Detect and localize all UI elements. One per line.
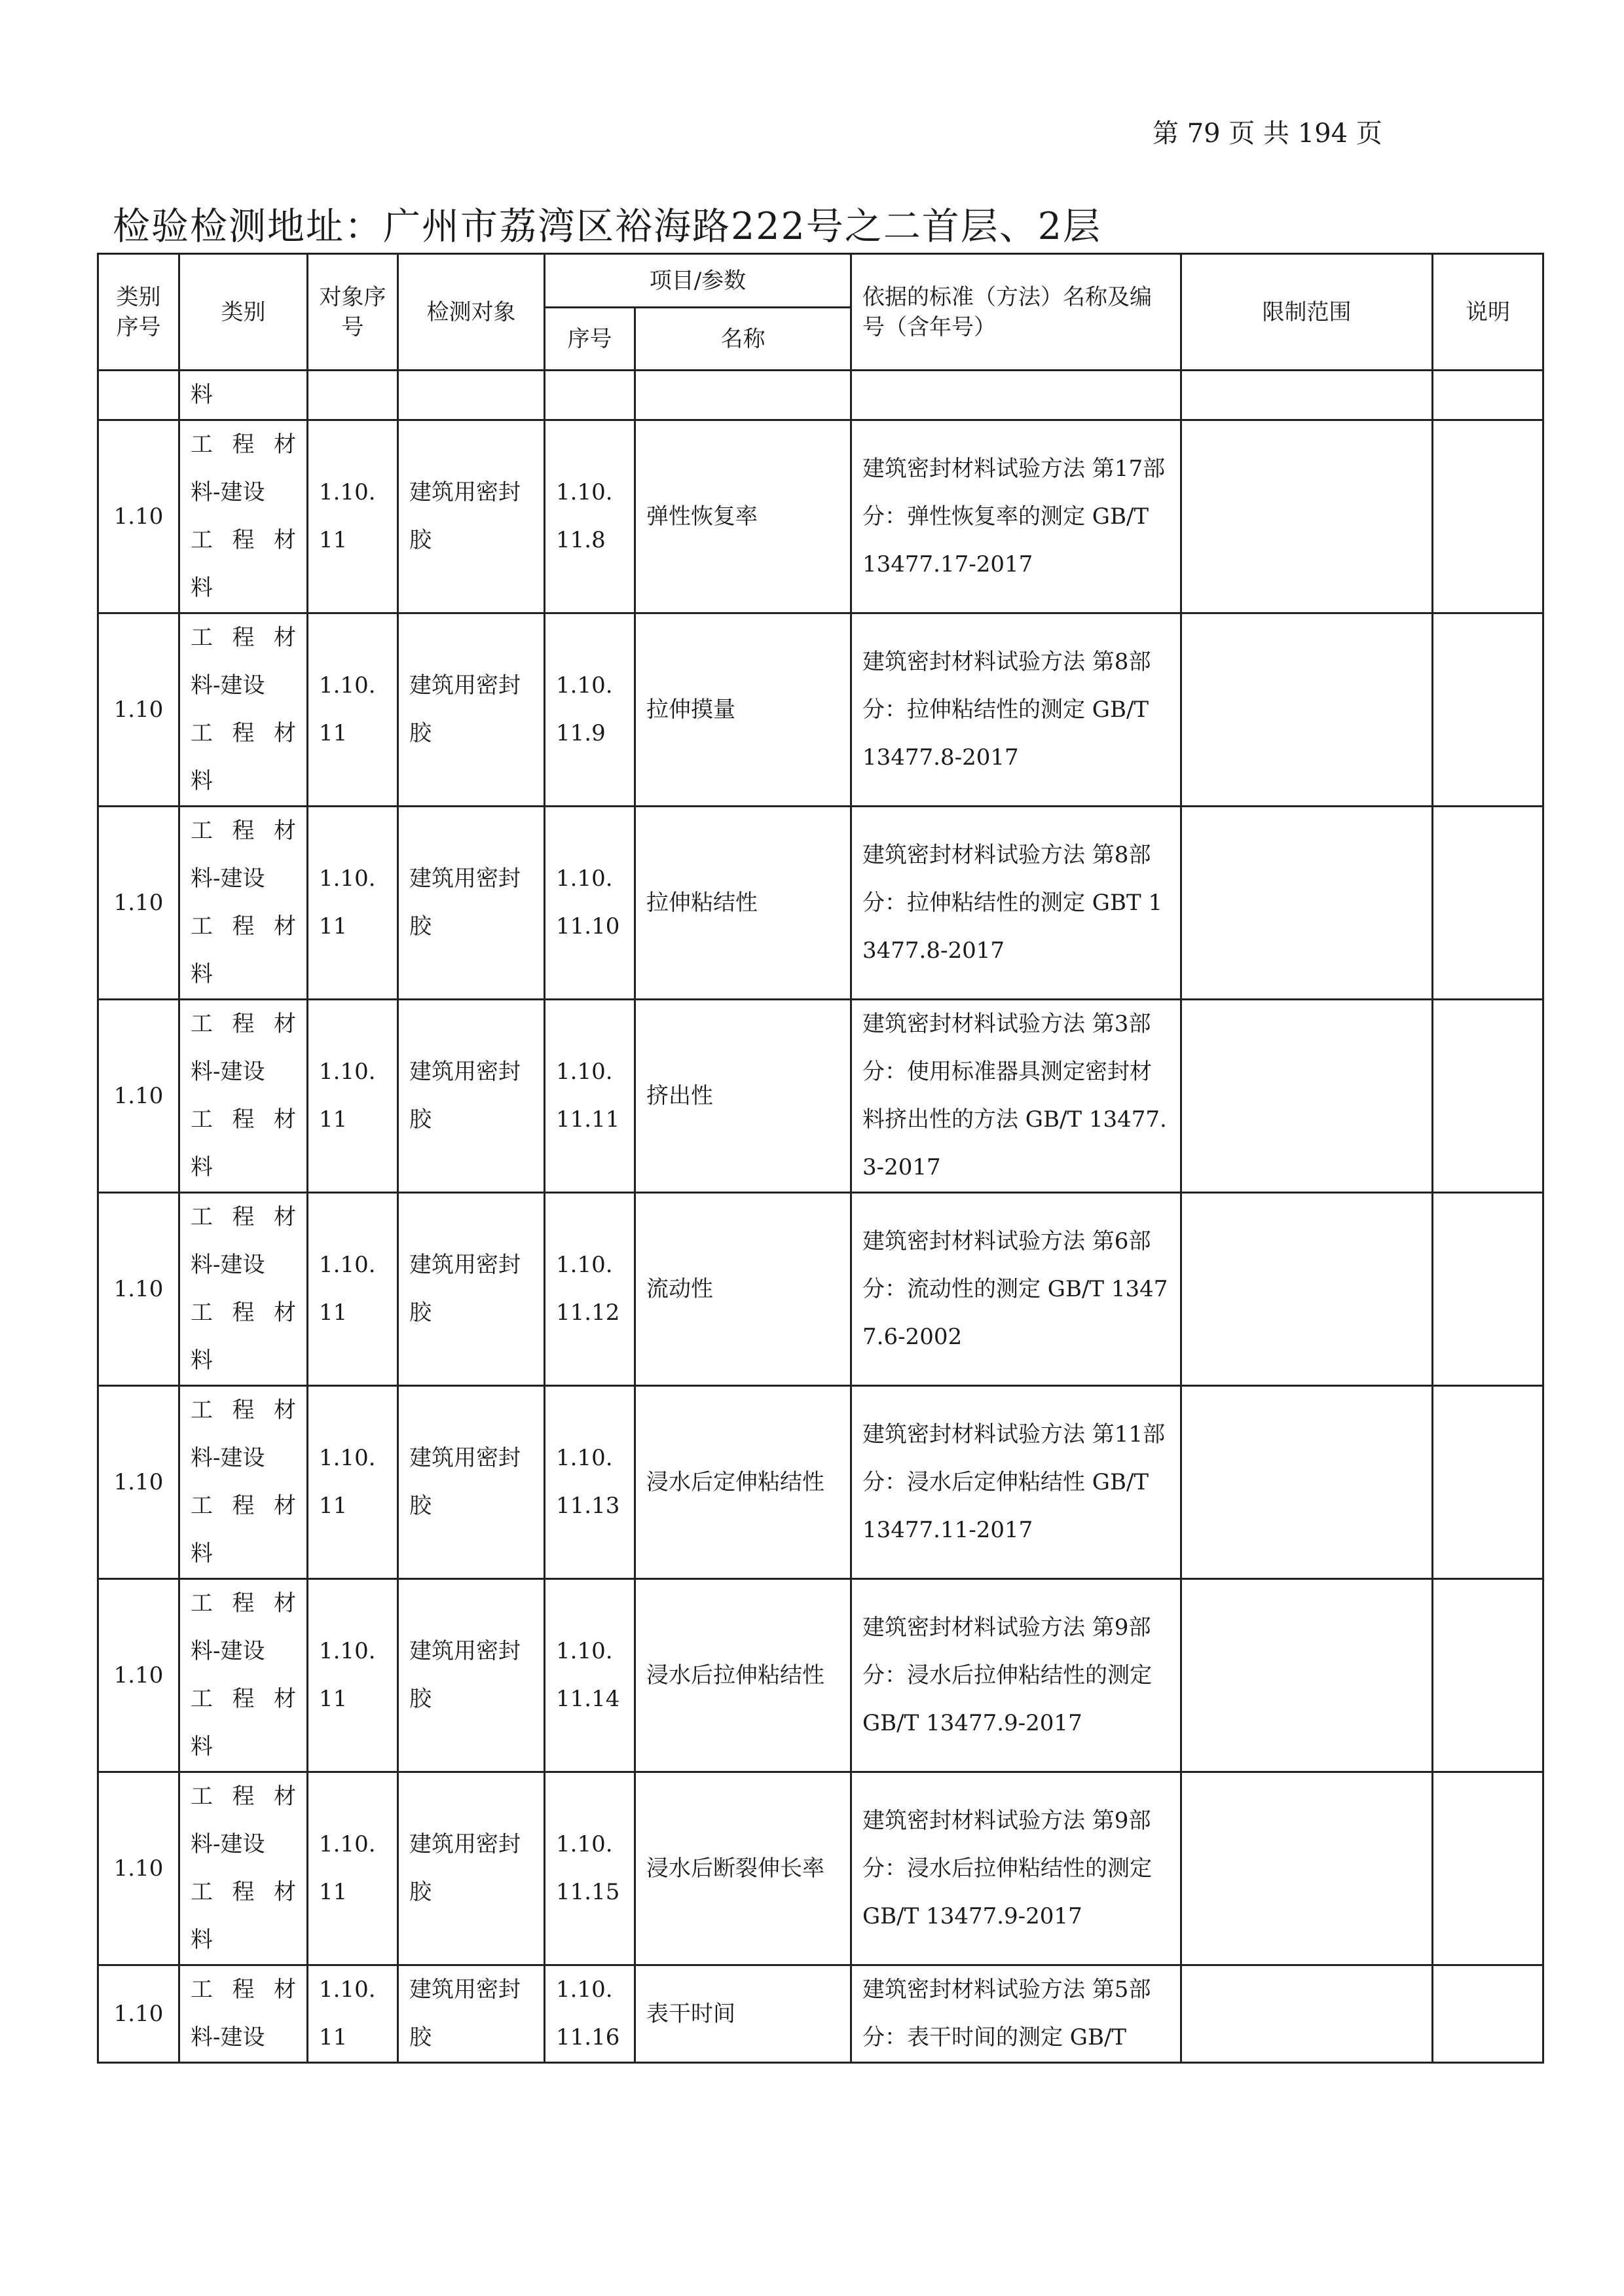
cell-category-no: 1.10 (98, 1772, 179, 1965)
cell-item-name: 浸水后定伸粘结性 (635, 1386, 851, 1579)
category-line: 料 (191, 1540, 213, 1567)
cell-item-name: 表干时间 (635, 1965, 851, 2063)
category-line: 料-建设 (191, 2024, 265, 2050)
header-object: 检测对象 (398, 254, 545, 371)
category-line: 料 (191, 1154, 213, 1180)
cell-object: 建筑用密封胶 (398, 613, 545, 807)
cell-item-no: 1.10.11.9 (545, 613, 635, 807)
cell-standard: 建筑密封材料试验方法 第9部分：浸水后拉伸粘结性的测定 GB/T 13477.9-2017 (851, 1579, 1181, 1772)
cell-empty (1181, 371, 1433, 420)
inspection-scope-table (97, 253, 1544, 2064)
cell-note (1433, 1193, 1543, 1386)
category-line: 工程材 (191, 1397, 296, 1423)
cell-note (1433, 1000, 1543, 1193)
cell-category (179, 1772, 308, 1965)
cell-limit (1181, 1772, 1433, 1965)
category-line: 工程材 (191, 1011, 296, 1037)
cell-note (1433, 1772, 1543, 1965)
cell-note (1433, 1965, 1543, 2063)
cell-item-no: 1.10.11.10 (545, 807, 635, 1000)
cell-empty (398, 371, 545, 420)
cell-object: 建筑用密封胶 (398, 807, 545, 1000)
cell-object: 建筑用密封胶 (398, 420, 545, 613)
cell-item-name: 拉伸摸量 (635, 613, 851, 807)
cell-item-no: 1.10.11.14 (545, 1579, 635, 1772)
cell-object: 建筑用密封胶 (398, 1965, 545, 2063)
header-object-no: 对象序号 (308, 254, 398, 371)
category-line: 工程材 (191, 913, 296, 939)
cell-standard: 建筑密封材料试验方法 第5部分：表干时间的测定 GB/T (851, 1965, 1181, 2063)
cell-item-name: 浸水后断裂伸长率 (635, 1772, 851, 1965)
cell-limit (1181, 420, 1433, 613)
table-row (98, 1772, 1543, 1965)
category-line: 工程材 (191, 1300, 296, 1326)
table-row (98, 1193, 1543, 1386)
category-line: 料-建设 (191, 1638, 265, 1664)
header-category: 类别 (179, 254, 308, 371)
header-item-param: 项目/参数 (545, 254, 851, 308)
cell-limit (1181, 1193, 1433, 1386)
cell-item-no: 1.10.11.12 (545, 1193, 635, 1386)
cell-object: 建筑用密封胶 (398, 1386, 545, 1579)
category-line: 工程材 (191, 720, 296, 746)
cell-category-no: 1.10 (98, 1386, 179, 1579)
cell-limit (1181, 613, 1433, 807)
cell-category (179, 1965, 308, 2063)
header-standard: 依据的标准（方法）名称及编号（含年号） (851, 254, 1181, 371)
cell-category (179, 613, 308, 807)
category-line: 料 (191, 1347, 213, 1374)
cell-note (1433, 613, 1543, 807)
cell-standard: 建筑密封材料试验方法 第3部分：使用标准器具测定密封材料挤出性的方法 GB/T 13477.3-2017 (851, 1000, 1181, 1193)
cell-item-name: 拉伸粘结性 (635, 807, 851, 1000)
category-line: 料-建设 (191, 1059, 265, 1085)
cell-object-no: 1.10.11 (308, 420, 398, 613)
cell-empty (545, 371, 635, 420)
category-line: 料-建设 (191, 866, 265, 892)
category-line: 工程材 (191, 625, 296, 651)
continuation-row (98, 371, 1543, 420)
table-row (98, 807, 1543, 1000)
cell-note (1433, 807, 1543, 1000)
cell-limit (1181, 807, 1433, 1000)
cell-category (179, 1579, 308, 1772)
cell-item-name: 流动性 (635, 1193, 851, 1386)
cell-item-no: 1.10.11.15 (545, 1772, 635, 1965)
table-row (98, 1000, 1543, 1193)
cell-category (179, 807, 308, 1000)
category-line: 工程材 (191, 1977, 296, 2003)
cell-object-no: 1.10.11 (308, 1000, 398, 1193)
cell-standard: 建筑密封材料试验方法 第6部分：流动性的测定 GB/T 13477.6-2002 (851, 1193, 1181, 1386)
cell-object: 建筑用密封胶 (398, 1772, 545, 1965)
cell-limit (1181, 1579, 1433, 1772)
category-line: 料-建设 (191, 1831, 265, 1857)
cell-standard: 建筑密封材料试验方法 第9部分：浸水后拉伸粘结性的测定 GB/T 13477.9-2017 (851, 1772, 1181, 1965)
cell-limit (1181, 1386, 1433, 1579)
category-line: 料-建设 (191, 1252, 265, 1278)
header-category-no: 类别序号 (98, 254, 179, 371)
cell-item-name: 挤出性 (635, 1000, 851, 1193)
cell-object-no: 1.10.11 (308, 1772, 398, 1965)
category-line: 工程材 (191, 1879, 296, 1905)
category-line: 工程材 (191, 1106, 296, 1133)
cell-standard: 建筑密封材料试验方法 第8部分：拉伸粘结性的测定 GBT 13477.8-2017 (851, 807, 1181, 1000)
cell-category-no: 1.10 (98, 807, 179, 1000)
cell-category-no: 1.10 (98, 1965, 179, 2063)
category-line: 料 (191, 961, 213, 987)
category-line: 料-建设 (191, 1445, 265, 1471)
page-number: 第 79 页 共 194 页 (1153, 118, 1382, 149)
header-limit: 限制范围 (1181, 254, 1433, 371)
cell-object-no: 1.10.11 (308, 1579, 398, 1772)
category-line: 料 (191, 575, 213, 601)
cell-note (1433, 420, 1543, 613)
cell-item-no: 1.10.11.13 (545, 1386, 635, 1579)
cell-category-no: 1.10 (98, 420, 179, 613)
cell-category-no: 1.10 (98, 613, 179, 807)
cell-object-no: 1.10.11 (308, 1965, 398, 2063)
cell-limit (1181, 1000, 1433, 1193)
category-line: 工程材 (191, 818, 296, 844)
cell-category (179, 1386, 308, 1579)
table-header-row (98, 254, 1543, 308)
table-row (98, 1386, 1543, 1579)
cell-empty (308, 371, 398, 420)
inspection-address-heading: 检验检测地址：广州市荔湾区裕海路222号之二首层、2层 (113, 205, 1102, 248)
cell-category-no: 1.10 (98, 1579, 179, 1772)
cell-item-name: 弹性恢复率 (635, 420, 851, 613)
cell-limit (1181, 1965, 1433, 2063)
table-body (98, 371, 1543, 2063)
table-row (98, 1579, 1543, 1772)
cell-object-no: 1.10.11 (308, 1386, 398, 1579)
cell-empty (635, 371, 851, 420)
header-item-no: 序号 (545, 308, 635, 371)
category-line: 工程材 (191, 431, 296, 458)
category-line: 工程材 (191, 527, 296, 553)
cell-item-name: 浸水后拉伸粘结性 (635, 1579, 851, 1772)
category-line: 料-建设 (191, 479, 265, 505)
table-row (98, 1965, 1543, 2063)
cell-object: 建筑用密封胶 (398, 1000, 545, 1193)
category-line: 料 (191, 1927, 213, 1953)
cell-standard: 建筑密封材料试验方法 第17部分：弹性恢复率的测定 GB/T 13477.17-2017 (851, 420, 1181, 613)
category-line: 工程材 (191, 1686, 296, 1712)
category-line: 工程材 (191, 1493, 296, 1519)
cell-category (179, 1193, 308, 1386)
cell-object: 建筑用密封胶 (398, 1193, 545, 1386)
cell-object-no: 1.10.11 (308, 613, 398, 807)
cell-note (1433, 1386, 1543, 1579)
category-line: 料 (191, 768, 213, 794)
cell-category (179, 420, 308, 613)
cell-standard: 建筑密封材料试验方法 第8部分：拉伸粘结性的测定 GB/T 13477.8-2017 (851, 613, 1181, 807)
table-row (98, 613, 1543, 807)
cell-category-tail: 料 (179, 371, 308, 420)
category-line: 工程材 (191, 1204, 296, 1230)
category-line: 工程材 (191, 1590, 296, 1616)
cell-category-no: 1.10 (98, 1193, 179, 1386)
cell-object: 建筑用密封胶 (398, 1579, 545, 1772)
cell-item-no: 1.10.11.16 (545, 1965, 635, 2063)
cell-item-no: 1.10.11.8 (545, 420, 635, 613)
cell-object-no: 1.10.11 (308, 807, 398, 1000)
cell-empty (1433, 371, 1543, 420)
cell-note (1433, 1579, 1543, 1772)
category-line: 料-建设 (191, 672, 265, 699)
header-item-name: 名称 (635, 308, 851, 371)
cell-standard: 建筑密封材料试验方法 第11部分：浸水后定伸粘结性 GB/T 13477.11-2017 (851, 1386, 1181, 1579)
cell-category (179, 1000, 308, 1193)
cell-object-no: 1.10.11 (308, 1193, 398, 1386)
cell-empty (98, 371, 179, 420)
category-line: 料 (191, 1734, 213, 1760)
cell-empty (851, 371, 1181, 420)
cell-item-no: 1.10.11.11 (545, 1000, 635, 1193)
header-note: 说明 (1433, 254, 1543, 371)
category-line: 工程材 (191, 1783, 296, 1810)
cell-category-no: 1.10 (98, 1000, 179, 1193)
table-row (98, 420, 1543, 613)
